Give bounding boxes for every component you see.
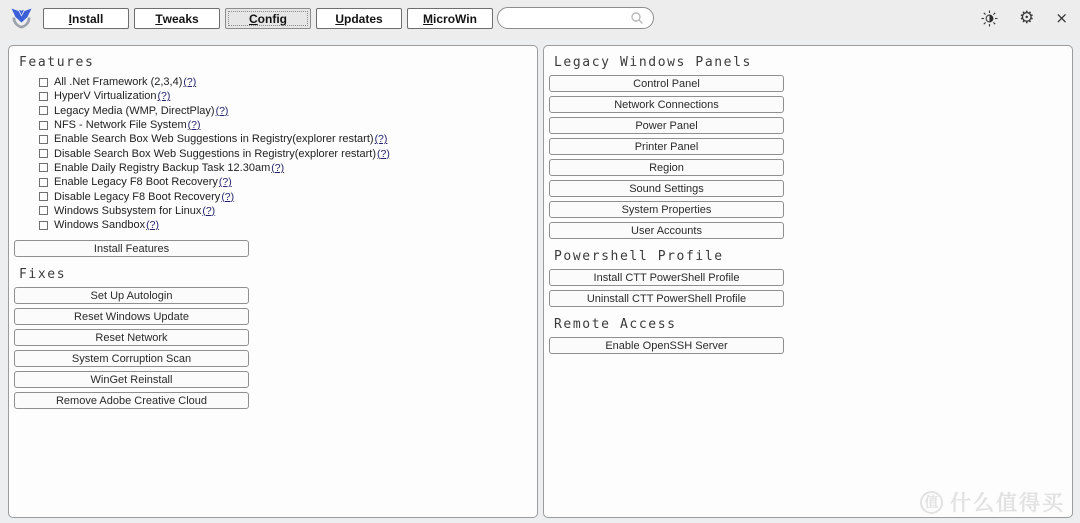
feature-help-link[interactable]: (?) [183,76,197,89]
feature-help-link[interactable]: (?) [377,147,390,160]
config-panel-left [8,45,538,518]
config-panel-right [543,45,1073,518]
feature-help-link[interactable]: (?) [374,133,388,146]
feature-label: Disable Legacy F8 Boot Recovery [54,190,221,203]
fix-button[interactable]: Set Up Autologin [14,287,249,304]
tab-config-label: onfig [257,11,287,26]
legacy-panel-button[interactable]: Network Connections [549,96,784,113]
feature-row [39,89,537,103]
feature-label: NFS - Network File System [54,119,187,132]
feature-label: Windows Sandbox [54,219,146,232]
tab-config[interactable] [225,8,311,29]
feature-checkbox[interactable] [39,178,48,187]
feature-checkbox[interactable] [39,135,48,144]
feature-row [39,132,537,146]
fix-button[interactable]: Remove Adobe Creative Cloud [14,392,249,409]
feature-label: Windows Subsystem for Linux [54,204,202,217]
feature-label: Enable Search Box Web Suggestions in Registry(explorer restart) [54,133,374,146]
feature-checkbox[interactable] [39,78,48,87]
features-section-title: Features [19,55,95,70]
legacy-panel-button[interactable]: Printer Panel [549,138,784,155]
feature-help-link[interactable]: (?) [202,204,216,217]
topbar [0,0,1080,40]
feature-checkbox[interactable] [39,106,48,115]
feature-label: HyperV Virtualization [54,90,157,103]
smzdm-watermark [920,487,1065,517]
fix-button[interactable]: Reset Network [14,329,249,346]
remote-access-section-title: Remote Access [554,317,677,332]
feature-row [39,175,537,189]
feature-checkbox[interactable] [39,121,48,130]
fixes-section-title: Fixes [19,267,67,283]
tab-install-label: nstall [72,11,104,26]
tab-install-accel: I [68,11,72,26]
topbar-actions [981,8,1068,28]
watermark-text: 什么值得买 [950,492,1065,515]
fix-button[interactable]: Reset Windows Update [14,308,249,325]
legacy-panel-button[interactable]: System Properties [549,201,784,218]
tab-microwin[interactable] [407,8,493,29]
tab-config-accel: C [249,11,258,26]
feature-label: Enable Legacy F8 Boot Recovery [54,176,218,189]
feature-row [39,146,537,160]
feature-label: Enable Daily Registry Backup Task 12.30am [54,161,271,174]
legacy-panel-button[interactable]: Sound Settings [549,180,784,197]
feature-row [39,218,537,232]
close-glyph: × [1055,8,1068,27]
feature-help-link[interactable]: (?) [215,104,229,117]
powershell-profile-section-title: Powershell Profile [554,249,724,264]
feature-help-link[interactable]: (?) [146,219,159,232]
fix-button[interactable]: WinGet Reinstall [14,371,249,388]
feature-row [39,161,537,175]
feature-help-link[interactable]: (?) [218,176,232,189]
fix-button[interactable]: System Corruption Scan [14,350,249,367]
feature-label: Disable Search Box Web Suggestions in Registry(explorer restart) [54,147,376,160]
tab-tweaks[interactable] [134,8,220,29]
tab-updates[interactable] [316,8,402,29]
feature-checkbox[interactable] [39,192,48,201]
feature-help-link[interactable]: (?) [221,190,235,203]
tab-updates-accel: U [335,11,344,26]
feature-label: Legacy Media (WMP, DirectPlay) [54,104,215,117]
feature-checkbox[interactable] [39,163,48,172]
feature-row [39,189,537,203]
settings-gear-icon[interactable] [1019,7,1035,28]
watermark-badge: 值 [920,491,943,514]
feature-help-link[interactable]: (?) [271,161,285,174]
remote-access-button[interactable]: Enable OpenSSH Server [549,337,784,354]
feature-row [39,204,537,218]
tab-updates-label: pdates [343,11,383,26]
close-icon[interactable] [1055,8,1068,27]
search-input[interactable] [497,7,654,29]
legacy-panel-button[interactable]: Region [549,159,784,176]
tab-bar [43,8,493,29]
feature-checkbox[interactable] [39,92,48,101]
powershell-profile-button[interactable]: Install CTT PowerShell Profile [549,269,784,286]
feature-row [39,118,537,132]
feature-checkbox[interactable] [39,149,48,158]
app-logo-icon [9,6,34,31]
legacy-panel-button[interactable]: Power Panel [549,117,784,134]
gear-glyph: ⚙ [1019,7,1035,28]
install-features-button[interactable]: Install Features [14,240,249,257]
tab-tweaks-accel: T [155,11,163,26]
tab-microwin-label: icroWin [433,11,477,26]
feature-checkbox[interactable] [39,206,48,215]
powershell-profile-button[interactable]: Uninstall CTT PowerShell Profile [549,290,784,307]
tab-microwin-accel: M [423,11,434,26]
legacy-panel-button[interactable]: User Accounts [549,222,784,239]
theme-toggle-sun-icon[interactable] [981,10,998,27]
feature-checkbox[interactable] [39,221,48,230]
legacy-panels-section-title: Legacy Windows Panels [554,55,752,70]
feature-row [39,104,537,118]
feature-help-link[interactable]: (?) [187,119,201,132]
feature-label: All .Net Framework (2,3,4) [54,76,183,89]
tab-tweaks-label: weaks [162,11,199,26]
tab-install[interactable] [43,8,129,29]
feature-row [39,75,537,89]
feature-help-link[interactable]: (?) [157,90,171,103]
features-list [39,75,537,232]
legacy-panel-button[interactable]: Control Panel [549,75,784,92]
